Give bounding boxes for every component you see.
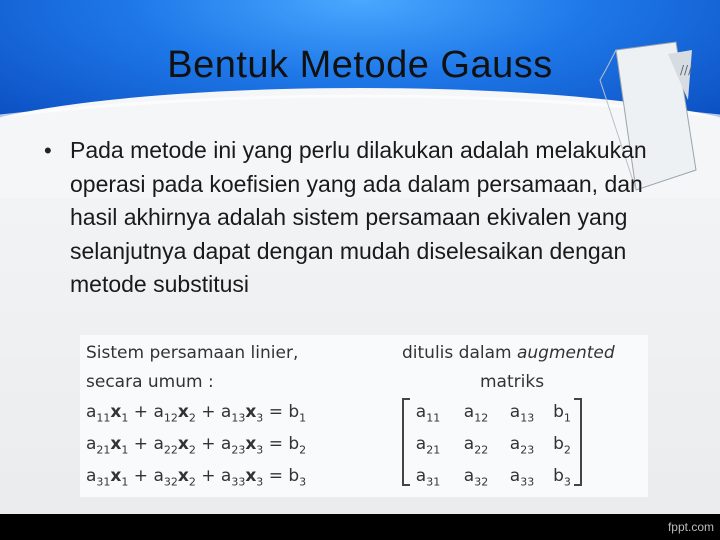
matrix-cell: $a_{11}$ — [415, 402, 441, 425]
matrix-cell: $b_2$ — [553, 434, 571, 457]
matrix-cell: $a_{12}$ — [463, 402, 489, 425]
matrix-cell: $b_3$ — [553, 466, 571, 489]
matrix-heading-2: matriks — [480, 372, 545, 392]
matrix-cell: $a_{23}$ — [509, 434, 535, 457]
matrix-cell: $a_{33}$ — [509, 466, 535, 489]
equation-row-2: $a_{21}x_1 + a_{22}x_2 + a_{23}x_3 = b_2$ — [86, 434, 307, 457]
matrix-cell: $a_{32}$ — [463, 466, 489, 489]
bullet-marker: • — [44, 138, 52, 163]
matrix-heading-prefix: ditulis dalam — [402, 343, 512, 363]
equations-heading-2: secara umum : — [86, 372, 214, 392]
matrix-cell: $a_{21}$ — [415, 434, 441, 457]
slide-title: Bentuk Metode Gauss — [167, 44, 553, 86]
svg-text:///: /// — [680, 63, 693, 77]
equation-row-3: $a_{31}x_1 + a_{32}x_2 + a_{33}x_3 = b_3$ — [86, 466, 307, 489]
footer-bar — [0, 514, 720, 540]
bullet-text: Pada metode ini yang perlu dilakukan adalah melakukan operasi pada koefisien yang ada dalam persamaan, dan hasil akhirnya adalah sistem persamaan ekivalen yang selanjutnya dapat dengan mudah diselesaikan dengan metode substitusi — [70, 137, 647, 297]
matrix-heading-1 — [402, 343, 615, 363]
footer-brand: fppt.com — [667, 520, 714, 534]
matrix-cell: $b_1$ — [553, 402, 571, 425]
matrix-heading-italic: augmented — [516, 343, 615, 363]
equations-heading-1: Sistem persamaan linier, — [86, 343, 299, 363]
matrix-cell: $a_{31}$ — [415, 466, 441, 489]
matrix-cell: $a_{22}$ — [463, 434, 489, 457]
equation-row-1: $a_{11}x_1 + a_{12}x_2 + a_{13}x_3 = b_1$ — [86, 402, 307, 425]
matrix-cell: $a_{13}$ — [509, 402, 535, 425]
